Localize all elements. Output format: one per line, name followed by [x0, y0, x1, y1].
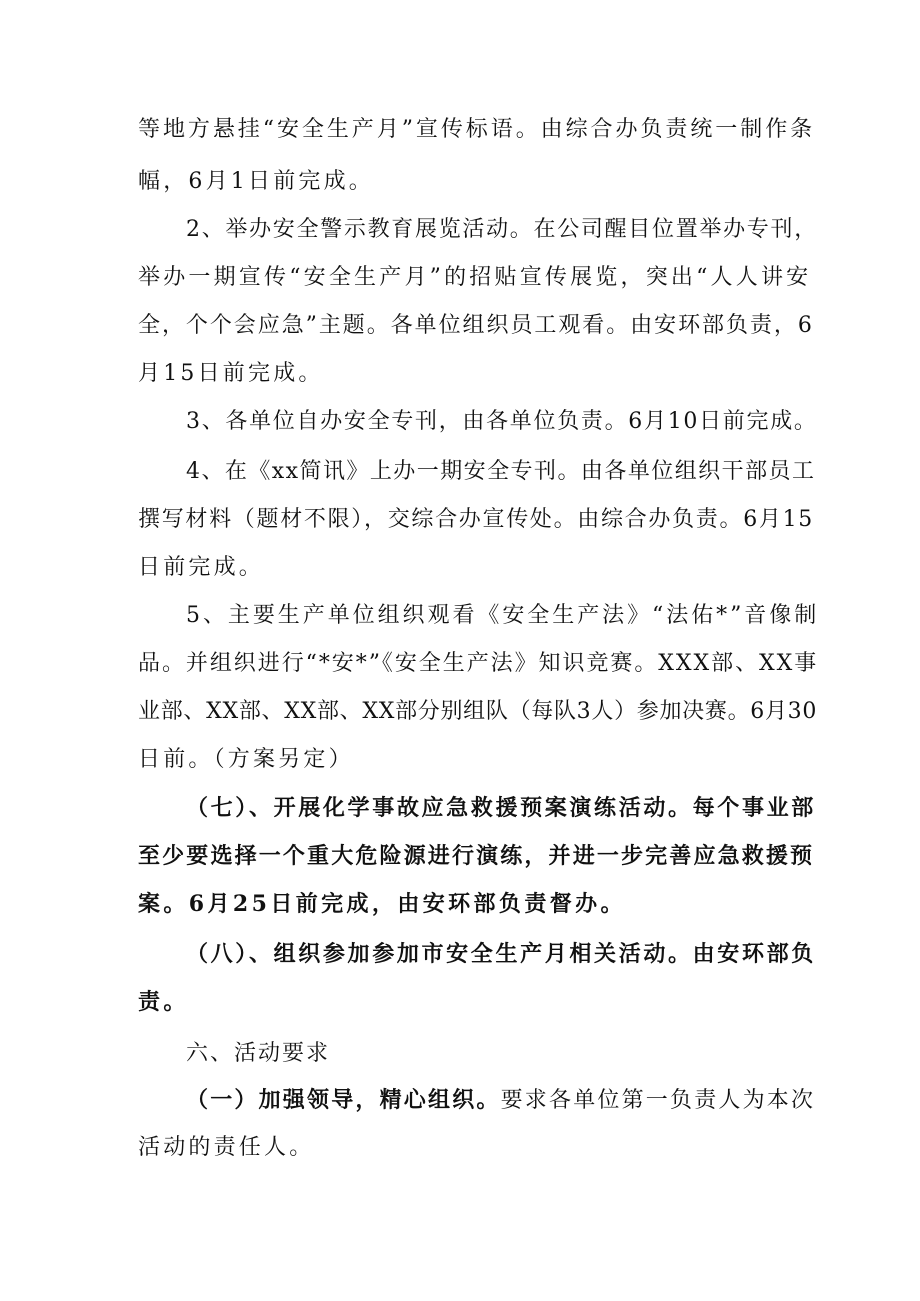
- paragraph-line: 等地方悬挂“安全生产月”宣传标语。由综合办负责统一制作条: [138, 117, 816, 142]
- paragraph-line: 活动的责任人。: [138, 1135, 315, 1160]
- section-seven-line: 至少要选择一个重大危险源进行演练，并进一步完善应急救援预: [138, 843, 815, 869]
- paragraph-line: 举办一期宣传“安全生产月”的招贴宣传展览，突出“人人讲安: [138, 265, 812, 290]
- list-item-3-line: 3、各单位自办安全专刊，由各单位负责。6月10日前完成。: [186, 409, 818, 434]
- paragraph-line: 品。并组织进行“*安*”《安全生产法》知识竞赛。XXX部、XX事: [138, 651, 819, 676]
- section-seven-line: 案。6月25日前完成，由安环部负责督办。: [138, 891, 626, 917]
- list-item-5-line: 5、主要生产单位组织观看《安全生产法》“法佑*”音像制: [186, 603, 820, 628]
- paragraph-line: 日前完成。: [138, 555, 265, 580]
- paragraph-line: 月15日前完成。: [138, 361, 324, 386]
- section-seven-line: （七）、开展化学事故应急救援预案演练活动。每个事业部: [186, 795, 816, 821]
- paragraph-line: 撰写材料（题材不限），交综合办宣传处。由综合办负责。6月15: [138, 507, 814, 532]
- requirement-one-title: （一）加强领导，精心组织。: [186, 1087, 501, 1113]
- paragraph-line: 日前。（方案另定）: [138, 747, 354, 772]
- section-eight-line: 责。: [138, 989, 189, 1015]
- requirement-one-line: [186, 1076, 818, 1124]
- paragraph-line: 全，个个会应急”主题。各单位组织员工观看。由安环部负责，6: [138, 313, 814, 338]
- paragraph-line: 幅，6月1日前完成。: [138, 169, 374, 194]
- requirement-one-text: 要求各单位第一负责人为本次: [500, 1088, 816, 1113]
- paragraph-line: 业部、XX部、XX部、XX部分别组队（每队3人）参加决赛。6月30: [138, 699, 818, 724]
- section-heading-six: 六、活动要求: [186, 1041, 331, 1066]
- list-item-4-line: 4、在《xx简讯》上办一期安全专刊。由各单位组织干部员工: [186, 459, 816, 484]
- list-item-2-line: 2、举办安全警示教育展览活动。在公司醒目位置举办专刊，: [186, 217, 818, 242]
- section-eight-line: （八）、组织参加参加市安全生产月相关活动。由安环部负: [186, 941, 816, 967]
